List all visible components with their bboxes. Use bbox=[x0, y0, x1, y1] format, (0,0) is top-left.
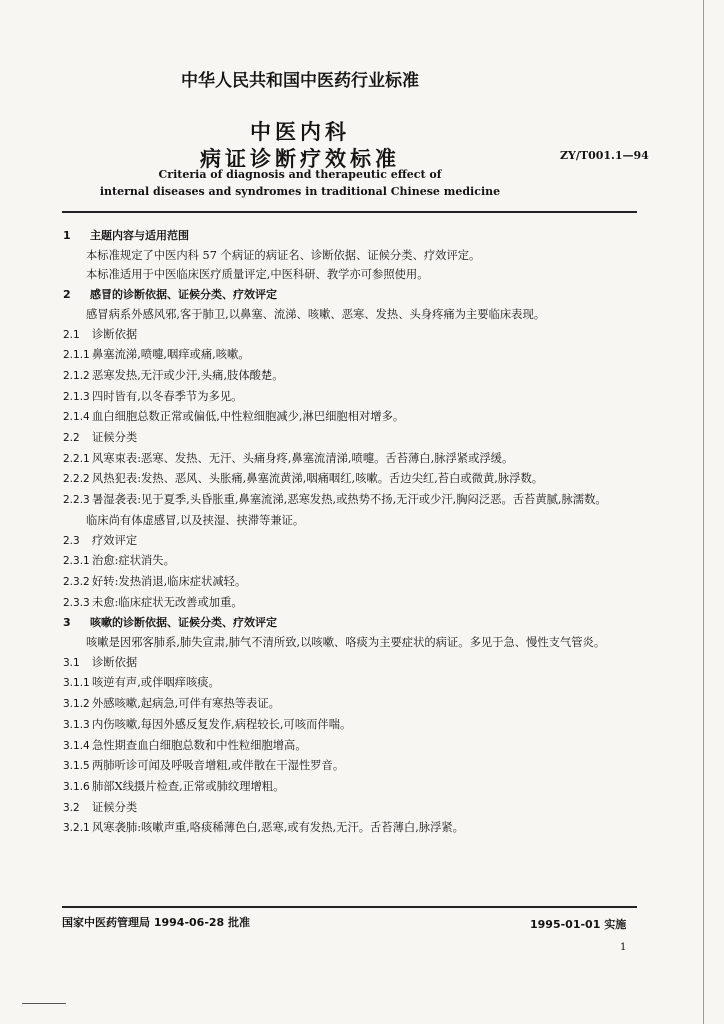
clause-number: 2.3.3 bbox=[63, 596, 90, 609]
clause bbox=[63, 593, 638, 614]
clause-number: 2.1 bbox=[63, 328, 80, 341]
clause-number: 2.2.1 bbox=[63, 452, 90, 465]
clause-text: 好转:发热消退,临床症状减轻。 bbox=[92, 574, 247, 588]
national-standard-title: 中华人民共和国中医药行业标准 bbox=[181, 71, 419, 91]
clause bbox=[63, 407, 638, 428]
clause bbox=[63, 325, 638, 346]
clause bbox=[63, 715, 638, 736]
clause bbox=[63, 551, 638, 572]
clause-number: 3.2 bbox=[63, 801, 80, 814]
clause bbox=[63, 818, 638, 839]
clause bbox=[63, 387, 638, 408]
clause-number: 3.1 bbox=[63, 656, 80, 669]
clause bbox=[63, 756, 638, 777]
clause bbox=[63, 673, 638, 694]
document-title-line2: 病证诊断疗效标准 bbox=[200, 147, 400, 171]
clause-number: 2.1.4 bbox=[63, 411, 90, 424]
approval-note: 国家中医药管理局 1994-06-28 批准 bbox=[62, 916, 251, 929]
section-heading-text: 主题内容与适用范围 bbox=[90, 229, 189, 242]
english-title-line2: internal diseases and syndromes in traditional Chinese medicine bbox=[99, 185, 501, 198]
section-number: 2 bbox=[63, 288, 71, 302]
section-heading bbox=[63, 285, 638, 305]
section-heading bbox=[63, 226, 638, 246]
section-heading-text: 咳嗽的诊断依据、证候分类、疗效评定 bbox=[90, 616, 277, 630]
clause-number: 3.1.1 bbox=[63, 677, 90, 690]
paragraph: 临床尚有体虚感冒,以及挟湿、挟滞等兼证。 bbox=[86, 513, 305, 527]
clause bbox=[63, 777, 638, 798]
clause bbox=[63, 469, 638, 490]
page-number: 1 bbox=[620, 942, 627, 953]
clause bbox=[63, 798, 638, 819]
clause-number: 2.2.2 bbox=[63, 473, 90, 486]
clause-number: 2.2 bbox=[63, 432, 80, 445]
clause-text: 咳逆有声,或伴咽痒咳痰。 bbox=[92, 676, 220, 690]
clause-text: 风寒袭肺:咳嗽声重,咯痰稀薄色白,恶寒,或有发热,无汗。舌苔薄白,脉浮紧。 bbox=[92, 821, 464, 835]
clause bbox=[63, 653, 638, 674]
clause-text: 暑湿袭表:见于夏季,头昏胀重,鼻塞流涕,恶寒发热,或热势不扬,无汗或少汗,胸闷泛恶。舌苔黄腻,脉濡数。 bbox=[92, 493, 607, 507]
paragraph: 感冒病系外感风邪,客于肺卫,以鼻塞、流涕、咳嗽、恶寒、发热、头身疼痛为主要临床表现。 bbox=[86, 307, 546, 321]
clause-number: 2.2.3 bbox=[63, 494, 90, 507]
paragraph: 本标准规定了中医内科 57 个病证的病证名、诊断依据、证候分类、疗效评定。 bbox=[86, 248, 481, 262]
clause-text: 疗效评定 bbox=[92, 533, 138, 547]
clause bbox=[63, 366, 638, 387]
clause bbox=[63, 572, 638, 593]
clause-number: 3.1.2 bbox=[63, 698, 90, 711]
clause-text: 急性期查血白细胞总数和中性粒细胞增高。 bbox=[92, 738, 307, 752]
clause-number: 2.1.2 bbox=[63, 369, 90, 382]
implementation-date: 1995-01-01 实施 bbox=[530, 918, 627, 931]
clause-number: 2.3.2 bbox=[63, 575, 90, 588]
clause-text: 证候分类 bbox=[92, 431, 138, 445]
clause bbox=[63, 490, 638, 511]
clause-text: 四时皆有,以冬春季节为多见。 bbox=[92, 389, 243, 403]
section-heading-text: 感冒的诊断依据、证候分类、疗效评定 bbox=[90, 288, 277, 302]
clause-number: 3.1.5 bbox=[63, 760, 90, 773]
clause-text: 未愈:临床症状无改善或加重。 bbox=[92, 595, 243, 609]
clause-text: 血白细胞总数正常或偏低,中性粒细胞减少,淋巴细胞相对增多。 bbox=[92, 410, 405, 424]
clause bbox=[63, 345, 638, 366]
clause-text: 内伤咳嗽,每因外感反复发作,病程较长,可咳而伴喘。 bbox=[92, 717, 352, 731]
paragraph: 咳嗽是因邪客肺系,肺失宣肃,肺气不清所致,以咳嗽、咯痰为主要症状的病证。多见于急、慢性支气管炎。 bbox=[86, 636, 606, 650]
clause-number: 3.2.1 bbox=[63, 822, 90, 835]
section-heading bbox=[63, 613, 638, 633]
clause-text: 证候分类 bbox=[92, 800, 138, 814]
clause-text: 风寒束表:恶寒、发热、无汗、头痛身疼,鼻塞流清涕,喷嚏。舌苔薄白,脉浮紧或浮缓。 bbox=[92, 451, 514, 465]
section-number: 1 bbox=[63, 229, 71, 242]
clause bbox=[63, 449, 638, 470]
clause-number: 2.3.1 bbox=[63, 555, 90, 568]
clause-text: 鼻塞流涕,喷嚏,咽痒或痛,咳嗽。 bbox=[92, 348, 250, 362]
standard-code: ZY/T001.1—94 bbox=[560, 149, 649, 162]
paragraph: 本标准适用于中医临床医疗质量评定,中医科研、教学亦可参照使用。 bbox=[86, 268, 429, 282]
clause-text: 恶寒发热,无汗或少汗,头痛,肢体酸楚。 bbox=[92, 368, 284, 382]
clause-text: 外感咳嗽,起病急,可伴有寒热等表证。 bbox=[92, 697, 280, 711]
clause-text: 治愈:症状消失。 bbox=[92, 554, 175, 568]
clause-number: 3.1.6 bbox=[63, 780, 90, 793]
header-rule bbox=[62, 211, 637, 213]
clause-text: 诊断依据 bbox=[92, 327, 138, 341]
clause-text: 两肺听诊可闻及呼吸音增粗,或伴散在干湿性罗音。 bbox=[92, 759, 345, 773]
clause-text: 诊断依据 bbox=[92, 655, 138, 669]
clause-number: 3.1.4 bbox=[63, 739, 90, 752]
clause-number: 2.1.3 bbox=[63, 390, 90, 403]
scan-edge-line bbox=[703, 0, 704, 1024]
clause bbox=[63, 736, 638, 757]
clause-text: 肺部X线摄片检查,正常或肺纹理增粗。 bbox=[92, 779, 285, 793]
document-body bbox=[63, 226, 638, 839]
clause-number: 2.1.1 bbox=[63, 349, 90, 362]
clause bbox=[63, 694, 638, 715]
clause-text: 风热犯表:发热、恶风、头胀痛,鼻塞流黄涕,咽痛咽红,咳嗽。舌边尖红,苔白或微黄,脉浮数。 bbox=[92, 472, 544, 486]
scan-mark bbox=[22, 1003, 66, 1004]
clause-number: 3.1.3 bbox=[63, 718, 90, 731]
footer-rule bbox=[62, 906, 637, 908]
clause bbox=[63, 428, 638, 449]
clause-number: 2.3 bbox=[63, 534, 80, 547]
clause bbox=[63, 531, 638, 552]
section-number: 3 bbox=[63, 616, 71, 630]
document-title-line1: 中医内科 bbox=[250, 120, 350, 144]
english-title-line1: Criteria of diagnosis and therapeutic effect of bbox=[158, 168, 442, 181]
